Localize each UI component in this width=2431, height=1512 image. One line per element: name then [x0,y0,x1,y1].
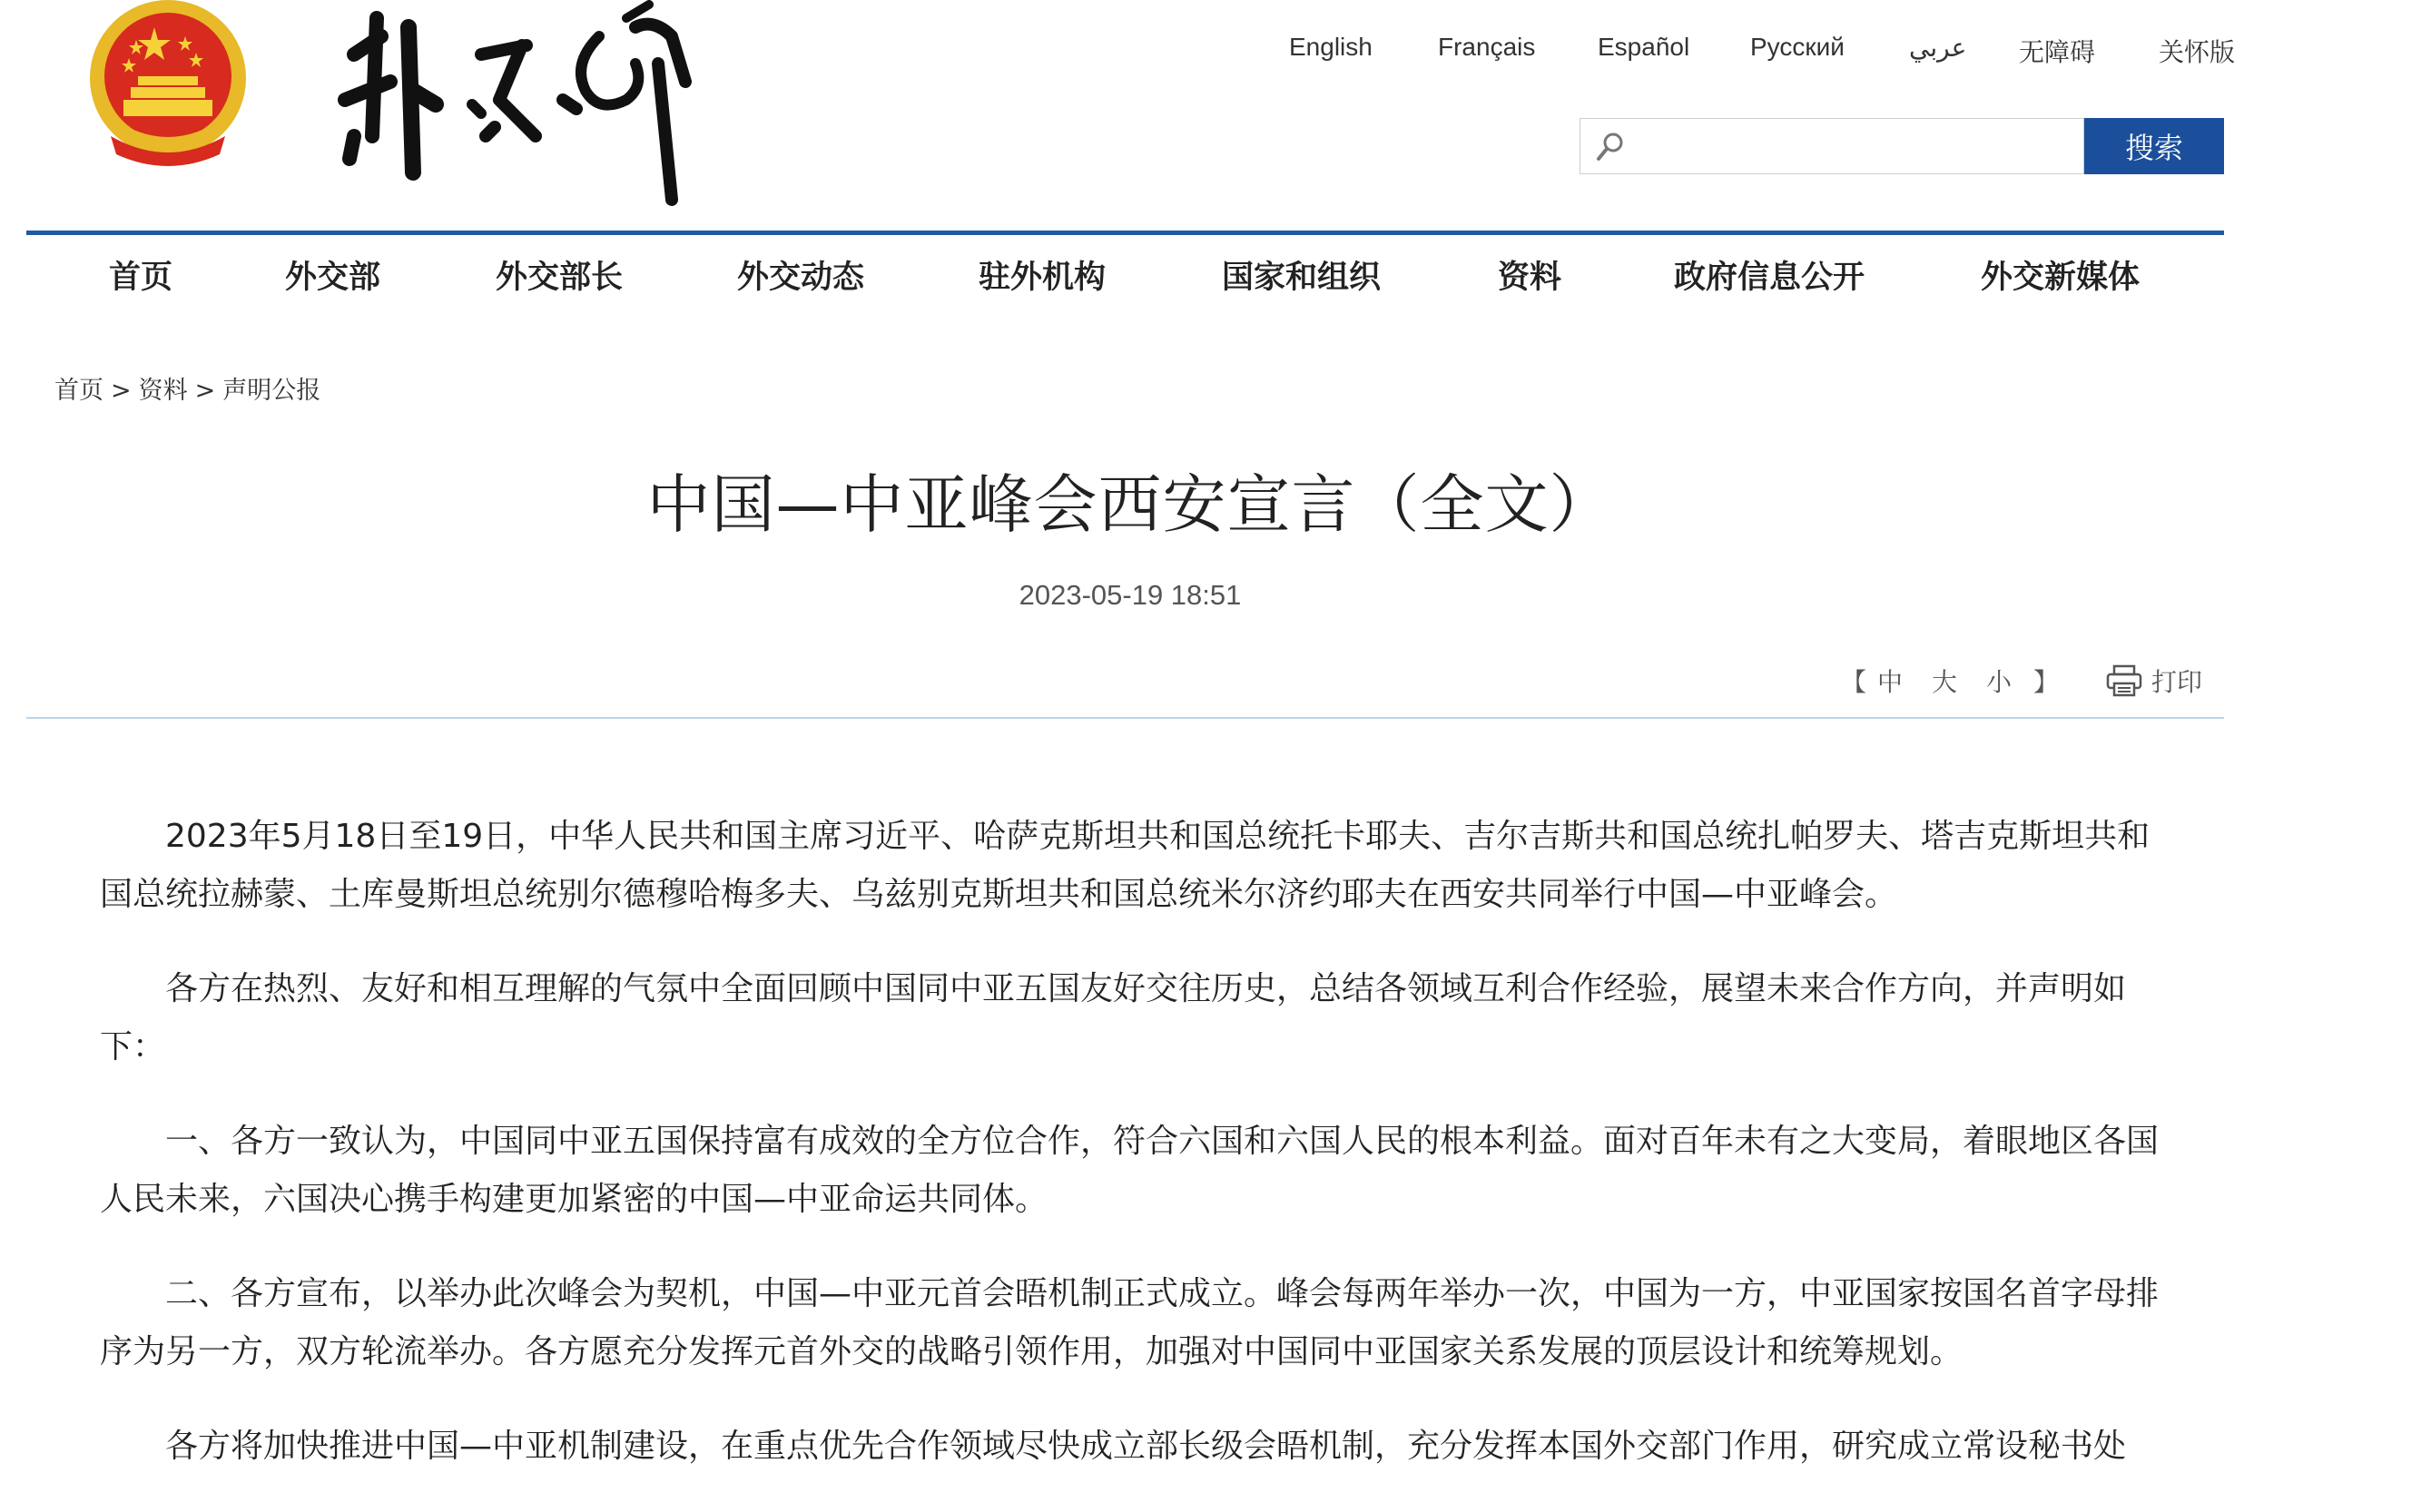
lang-english[interactable]: English [1289,33,1373,61]
nav-item-gov-info[interactable]: 政府信息公开 [1674,260,1865,296]
article-paragraph: 各方将加快推进中国—中亚机制建设，在重点优先合作领域尽快成立部长级会晤机制，充分发挥本国外交部门作用，研究成立常设秘书处 [165,1428,2127,1465]
font-size-large[interactable]: 大 [1932,667,1958,697]
printer-icon [2106,664,2142,697]
lang-care-version[interactable]: 关怀版 [2159,38,2236,66]
nav-item-new-media[interactable]: 外交新媒体 [1981,260,2141,296]
breadcrumb-separator: > [111,377,132,405]
publish-date: 2023-05-19 18:51 [1019,579,1242,611]
nav-item-countries[interactable]: 国家和组织 [1222,260,1382,296]
search-button[interactable]: 搜索 [2084,118,2224,174]
breadcrumb-statements[interactable]: 声明公报 [222,377,321,405]
nav-item-documents[interactable]: 资料 [1498,260,1562,296]
nav-item-minister[interactable]: 外交部长 [496,260,624,296]
article-body [100,808,2160,1512]
mfa-calligraphy-logo [327,0,735,209]
lang-french[interactable]: Français [1438,33,1536,61]
article-paragraph: 2023年5月18日至19日，中华人民共和国主席习近平、哈萨克斯坦共和国总统托卡耶夫、吉尔吉斯共和国总统扎帕罗夫、塔吉克斯坦共和国总统拉赫蒙、土库曼斯坦总统别尔德穆哈梅多夫、乌兹别克斯坦共和国总统米尔济约耶夫在西安共同举行中国—中亚峰会。 [100,818,2150,913]
article-paragraph: 各方在热烈、友好和相互理解的气氛中全面回顾中国同中亚五国友好交往历史，总结各领域互利合作经验，展望未来合作方向，并声明如下： [100,970,2127,1065]
breadcrumb-documents[interactable]: 资料 [138,377,188,405]
nav-item-home[interactable]: 首页 [109,260,173,296]
font-size-medium[interactable]: 中 [1877,667,1904,697]
language-bar [1244,33,2242,69]
nav-item-news[interactable]: 外交动态 [737,260,865,296]
breadcrumb [54,370,320,406]
font-size-bracket-open: 【 [1841,667,1867,697]
main-nav [0,252,2233,307]
font-size-bracket-close: 】 [2033,667,2060,697]
national-emblem-icon [84,0,252,174]
breadcrumb-separator: > [194,377,216,405]
search-box [1580,118,2084,174]
search-bar [1580,118,2224,176]
title-divider [26,717,2224,719]
article-paragraph: 一、各方一致认为，中国同中亚五国保持富有成效的全方位合作，符合六国和六国人民的根本利益。面对百年未有之大变局，着眼地区各国人民未来，六国决心携手构建更加紧密的中国—中亚命运共同体。 [100,1123,2160,1218]
lang-russian[interactable]: Русский [1750,33,1845,61]
search-input[interactable] [1637,126,2076,168]
nav-top-border [26,231,2224,235]
print-label: 打印 [2151,667,2203,697]
nav-item-missions[interactable]: 驻外机构 [979,260,1107,296]
lang-spanish[interactable]: Español [1598,33,1690,61]
lang-accessibility[interactable]: 无障碍 [2019,38,2096,66]
lang-arabic[interactable]: عربي [1909,34,1967,62]
font-size-small[interactable]: 小 [1986,667,2013,697]
article-paragraph: 二、各方宣布，以举办此次峰会为契机，中国—中亚元首会晤机制正式成立。峰会每两年举办一次，中国为一方，中亚国家按国名首字母排序为另一方，双方轮流举办。各方愿充分发挥元首外交的战略引领作用，加强对中国同中亚国家关系发展的顶层设计和统筹规划。 [100,1275,2160,1370]
search-icon [1595,132,1624,162]
nav-item-ministry[interactable]: 外交部 [285,260,381,296]
breadcrumb-home[interactable]: 首页 [54,377,103,405]
page-title: 中国—中亚峰会西安宣言（全文） [646,467,1614,542]
